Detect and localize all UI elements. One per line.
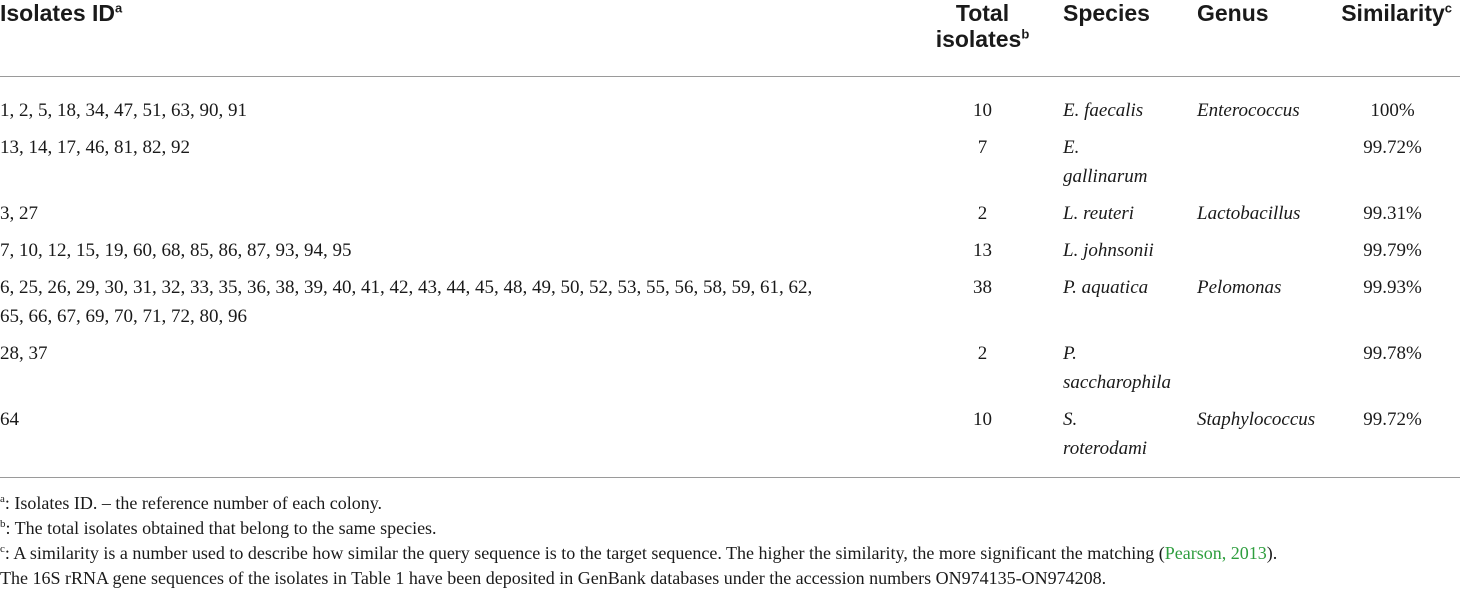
footnote-deposit: The 16S rRNA gene sequences of the isolates in Table 1 have been deposited in GenBank databases under the accession numbers ON974135-ON974208. [0, 568, 1107, 588]
header-total-isolates: Total isolates$^b$ [930, 0, 1035, 77]
table-body [0, 77, 1460, 478]
cell-similarity: 99.79% [1363, 240, 1422, 261]
cell-isolates-id: 13, 14, 17, 46, 81, 82, 92 [0, 137, 190, 158]
footnote-b: $^b$: The total isolates obtained that belong to the same species. [0, 518, 437, 538]
cell-total: 7 [977, 137, 988, 158]
table-header [0, 0, 1460, 77]
header-genus: Genus [1165, 0, 1315, 77]
cell-similarity: 99.93% [1363, 277, 1422, 298]
header-species: Species [1035, 0, 1165, 77]
cell-isolates-id: 1, 2, 5, 18, 34, 47, 51, 63, 90, 91 [0, 100, 247, 121]
cell-total: 10 [930, 405, 1035, 478]
cell-genus [1165, 133, 1315, 199]
cell-isolates-id: 6, 25, 26, 29, 30, 31, 32, 33, 35, 36, 38, 39, 40, 41, 42, 43, 44, 45, 48, 49, 50, 52, 53, 55, 56, 58, 59, 61, 62, 65, 66, 67, 69, 70, 71, 72, 80, 96 [0, 277, 813, 327]
cell-total: 2 [977, 343, 988, 364]
table-row [0, 77, 1460, 134]
cell-isolates-id: 3, 27 [0, 203, 38, 224]
cell-total: 2 [977, 203, 988, 224]
table-row [0, 405, 1460, 478]
cell-species: P. saccharophila [1063, 343, 1172, 393]
reference-link-pearson[interactable]: Pearson, 2013 [1164, 543, 1267, 563]
cell-species: E. faecalis [1063, 100, 1144, 121]
cell-total: 10 [973, 100, 992, 121]
cell-genus: Enterococcus [1197, 100, 1300, 121]
cell-species: L. reuteri [1063, 203, 1135, 224]
footnote-a: $^a$: Isolates ID. – the reference number of each colony. [0, 493, 383, 513]
cell-isolates-id: 7, 10, 12, 15, 19, 60, 68, 85, 86, 87, 93, 94, 95 [0, 240, 352, 261]
cell-species: P. aquatica [1063, 277, 1149, 298]
header-isolates-id: Isolates $ID^a$ [0, 0, 930, 77]
cell-genus: Lactobacillus [1197, 203, 1301, 224]
cell-genus: Pelomonas [1197, 277, 1282, 298]
table-row [0, 236, 1460, 273]
footnote-c: $^c$: A similarity is a number used to describe how similar the query sequence is to the target sequence. The higher the similarity, the more significant the matching (Pearson, 2013). [0, 543, 1278, 563]
cell-similarity: 99.72% [1363, 137, 1422, 158]
table-row [0, 339, 1460, 405]
cell-similarity: 100% [1370, 100, 1415, 121]
cell-genus [1165, 339, 1315, 405]
cell-species: L. johnsonii [1063, 240, 1154, 261]
cell-genus: Staphylococcus [1165, 405, 1315, 478]
table-row [0, 133, 1460, 199]
cell-total: 38 [973, 277, 992, 298]
cell-similarity: 99.72% [1315, 405, 1460, 478]
cell-similarity: 99.78% [1363, 343, 1422, 364]
cell-isolates-id: 64 [0, 405, 930, 478]
table-row [0, 199, 1460, 236]
cell-species: S. roterodami [1035, 405, 1165, 478]
header-similarity: Similarity$^c$ [1315, 0, 1460, 77]
cell-similarity: 99.31% [1363, 203, 1422, 224]
cell-isolates-id: 28, 37 [0, 343, 48, 364]
table-row [0, 273, 1460, 339]
cell-genus [1165, 236, 1315, 273]
cell-species: E. gallinarum [1063, 137, 1148, 187]
table-footnotes [0, 491, 1460, 591]
cell-total: 13 [973, 240, 992, 261]
